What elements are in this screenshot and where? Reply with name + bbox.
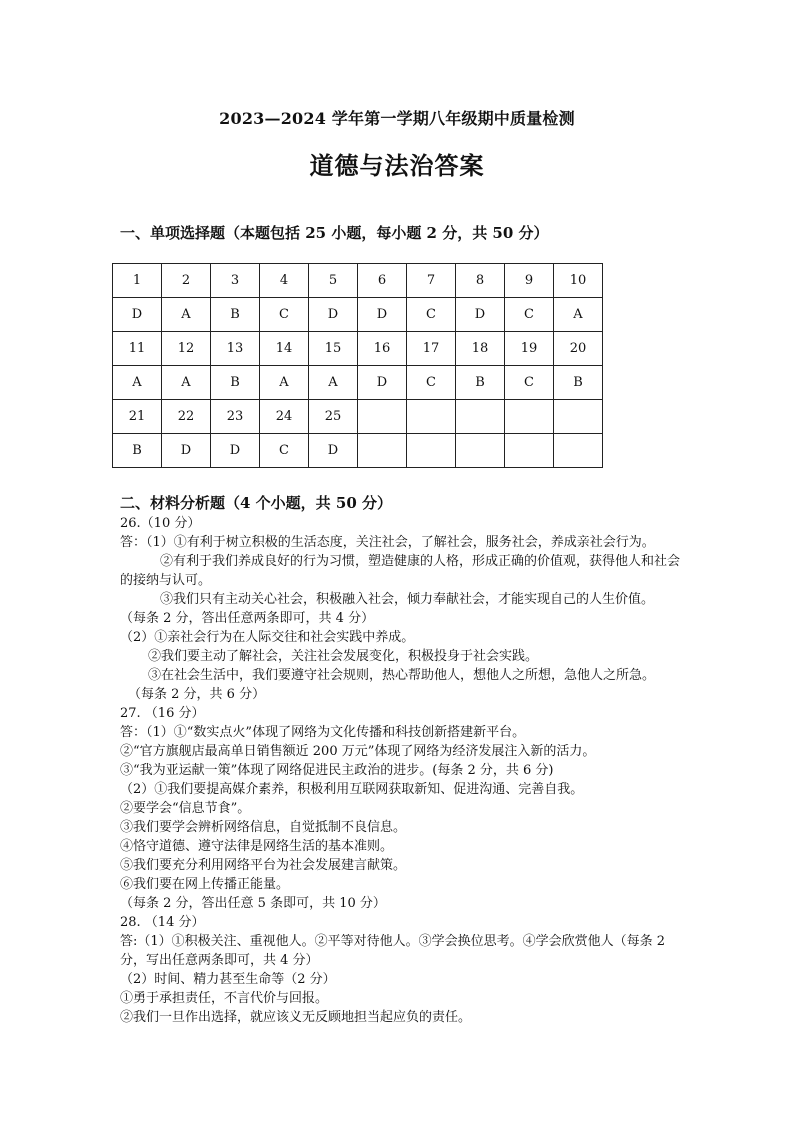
question-number-cell: 20 bbox=[554, 332, 603, 366]
answer-letter-cell bbox=[456, 434, 505, 468]
answer-letter-cell: C bbox=[407, 366, 456, 400]
question-number-cell: 11 bbox=[113, 332, 162, 366]
q26-header: 26.（10 分） bbox=[120, 516, 201, 531]
answer-table-row bbox=[113, 434, 603, 468]
q27-part2-item3: ③我们要学会辨析网络信息，自觉抵制不良信息。 bbox=[120, 820, 407, 835]
answer-table-row bbox=[113, 264, 603, 298]
answer-letter-cell bbox=[554, 434, 603, 468]
question-number-cell: 10 bbox=[554, 264, 603, 298]
q27-part2-item6: ⑥我们要在网上传播正能量。 bbox=[120, 877, 290, 892]
question-number-cell: 14 bbox=[260, 332, 309, 366]
answer-letter-cell: D bbox=[456, 298, 505, 332]
exam-title: 2023—2024 学年第一学期八年级期中质量检测 bbox=[219, 109, 575, 128]
question-number-cell: 8 bbox=[456, 264, 505, 298]
question-number-cell: 1 bbox=[113, 264, 162, 298]
q26-part1-score: （每条 2 分，答出任意两条即可，共 4 分） bbox=[120, 611, 375, 626]
q28-part2: （2）时间、精力甚至生命等（2 分） bbox=[120, 972, 336, 987]
question-number-cell bbox=[505, 400, 554, 434]
answer-letter-cell: B bbox=[554, 366, 603, 400]
question-number-cell: 22 bbox=[162, 400, 211, 434]
question-number-cell bbox=[407, 400, 456, 434]
question-number-cell: 16 bbox=[358, 332, 407, 366]
question-number-cell: 6 bbox=[358, 264, 407, 298]
section1-heading: 一、单项选择题（本题包括 25 小题，每小题 2 分，共 50 分） bbox=[120, 224, 549, 242]
answer-letter-cell: A bbox=[260, 366, 309, 400]
answer-letter-cell: A bbox=[113, 366, 162, 400]
answer-body bbox=[120, 514, 682, 1027]
q26-part1-item2: ②有利于我们养成良好的行为习惯，塑造健康的人格，形成正确的价值观，获得他人和社会的接纳与认可。 bbox=[120, 554, 681, 588]
answer-table-row bbox=[113, 298, 603, 332]
answer-letter-cell: C bbox=[260, 434, 309, 468]
question-number-cell: 21 bbox=[113, 400, 162, 434]
answer-letter-cell: B bbox=[211, 366, 260, 400]
q27-part1-item1: 答：（1）①“数实点火”体现了网络为文化传播和科技创新搭建新平台。 bbox=[120, 725, 526, 740]
q27-part1-item3: ③“我为亚运献一策”体现了网络促进民主政治的进步。(每条 2 分，共 6 分) bbox=[120, 763, 554, 778]
q26-part2-item3: ③在社会生活中，我们要遵守社会规则，热心帮助他人，想他人之所想，急他人之所急。 bbox=[148, 668, 656, 683]
q27-part2-item4: ④恪守道德、遵守法律是网络生活的基本准则。 bbox=[120, 839, 394, 854]
answer-letter-cell: D bbox=[309, 434, 358, 468]
q28-part2-item1: ①勇于承担责任，不言代价与回报。 bbox=[120, 991, 329, 1006]
answer-letter-cell: D bbox=[358, 298, 407, 332]
answer-letter-cell: C bbox=[505, 366, 554, 400]
question-number-cell: 2 bbox=[162, 264, 211, 298]
subject-title: 道德与法治答案 bbox=[309, 151, 485, 180]
question-number-cell: 4 bbox=[260, 264, 309, 298]
q27-part2-item1: （2）①我们要提高媒介素养，积极利用互联网获取新知、促进沟通、完善自我。 bbox=[120, 782, 584, 797]
q26-part2-item2: ②我们要主动了解社会，关注社会发展变化，积极投身于社会实践。 bbox=[148, 649, 539, 664]
q26-part1-item1: 答：（1）①有利于树立积极的生活态度，关注社会，了解社会，服务社会，养成亲社会行为。 bbox=[120, 535, 655, 550]
q26-part2-item1: （2）①亲社会行为在人际交往和社会实践中养成。 bbox=[120, 630, 415, 645]
q26-part1-item3: ③我们只有主动关心社会，积极融入社会，倾力奉献社会，才能实现自己的人生价值。 bbox=[160, 592, 655, 607]
q28-header: 28. （14 分） bbox=[120, 915, 205, 930]
answer-letter-cell: A bbox=[162, 298, 211, 332]
q27-part2-score: （每条 2 分，答出任意 5 条即可，共 10 分） bbox=[120, 896, 386, 911]
answer-letter-cell: C bbox=[505, 298, 554, 332]
answer-letter-cell: B bbox=[456, 366, 505, 400]
answer-letter-cell bbox=[407, 434, 456, 468]
question-number-cell: 13 bbox=[211, 332, 260, 366]
q28-part1: 答:（1）①积极关注、重视他人。②平等对待他人。③学会换位思考。④学会欣赏他人（每条 2 分，写出任意两条即可，共 4 分） bbox=[120, 934, 666, 968]
answer-letter-cell: D bbox=[309, 298, 358, 332]
answer-letter-cell: D bbox=[113, 298, 162, 332]
answer-letter-cell: C bbox=[260, 298, 309, 332]
answer-table-row bbox=[113, 400, 603, 434]
q28-part2-item2: ②我们一旦作出选择，就应该义无反顾地担当起应负的责任。 bbox=[120, 1010, 472, 1025]
question-number-cell bbox=[554, 400, 603, 434]
question-number-cell: 3 bbox=[211, 264, 260, 298]
answer-letter-cell: A bbox=[162, 366, 211, 400]
answer-table-row bbox=[113, 366, 603, 400]
answer-table-row bbox=[113, 332, 603, 366]
answer-table bbox=[112, 263, 603, 468]
answer-letter-cell: D bbox=[358, 366, 407, 400]
answer-letter-cell: A bbox=[554, 298, 603, 332]
q26-part2-score: （每条 2 分，共 6 分） bbox=[128, 687, 266, 702]
answer-letter-cell: A bbox=[309, 366, 358, 400]
question-number-cell bbox=[456, 400, 505, 434]
answer-letter-cell: D bbox=[162, 434, 211, 468]
question-number-cell: 7 bbox=[407, 264, 456, 298]
question-number-cell: 9 bbox=[505, 264, 554, 298]
question-number-cell: 18 bbox=[456, 332, 505, 366]
question-number-cell: 5 bbox=[309, 264, 358, 298]
answer-letter-cell: B bbox=[113, 434, 162, 468]
question-number-cell: 15 bbox=[309, 332, 358, 366]
q27-part2-item2: ②要学会“信息节食”。 bbox=[120, 801, 251, 816]
question-number-cell: 24 bbox=[260, 400, 309, 434]
q27-part2-item5: ⑤我们要充分利用网络平台为社会发展建言献策。 bbox=[120, 858, 407, 873]
q27-part1-item2: ②“官方旗舰店最高单日销售额近 200 万元”体现了网络为经济发展注入新的活力。 bbox=[120, 744, 596, 759]
question-number-cell: 25 bbox=[309, 400, 358, 434]
answer-letter-cell bbox=[358, 434, 407, 468]
question-number-cell: 19 bbox=[505, 332, 554, 366]
answer-letter-cell: D bbox=[211, 434, 260, 468]
answer-letter-cell: B bbox=[211, 298, 260, 332]
question-number-cell: 23 bbox=[211, 400, 260, 434]
section2-heading: 二、材料分析题（4 个小题，共 50 分） bbox=[120, 494, 392, 512]
question-number-cell: 17 bbox=[407, 332, 456, 366]
question-number-cell bbox=[358, 400, 407, 434]
answer-letter-cell: C bbox=[407, 298, 456, 332]
answer-letter-cell bbox=[505, 434, 554, 468]
q27-header: 27. （16 分） bbox=[120, 706, 205, 721]
question-number-cell: 12 bbox=[162, 332, 211, 366]
